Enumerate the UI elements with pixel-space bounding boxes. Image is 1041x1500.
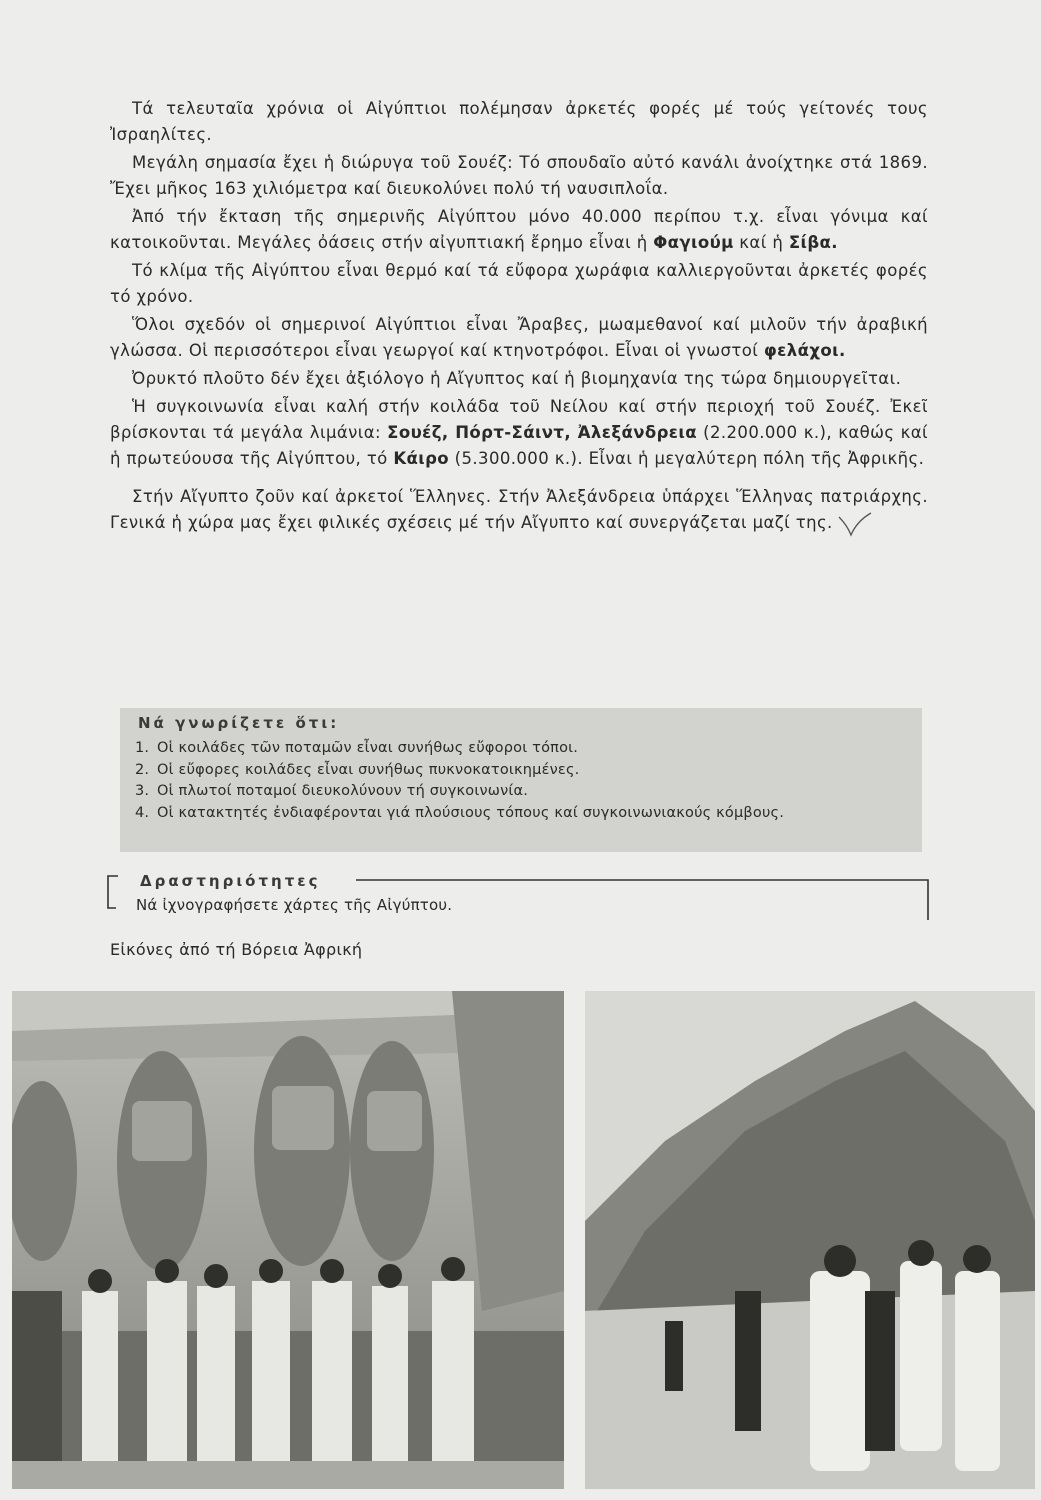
bold-cairo: Κάιρο: [393, 449, 450, 468]
bold-fayum: Φαγιούμ: [653, 233, 734, 252]
paragraph-climate: Τό κλίμα τῆς Αἰγύπτου εἶναι θερμό καί τά εὔφορα χωράφια καλλιεργοῦνται ἀρκετές φορές τό χρόνο.: [110, 261, 928, 306]
activities-title: Δραστηριότητες: [134, 872, 331, 890]
paragraph-greeks: Στήν Αἴγυπτο ζοῦν καί ἀρκετοί Ἕλληνες. Στήν Ἀλεξάνδρεια ὑπάρχει Ἕλληνας πατριάρχης. Γενικά ἡ χώρα μας ἔχει φιλικές σχέσεις μέ τήν Αἴγυπτο καί συνεργάζεται μαζί της.: [110, 484, 928, 537]
bold-fellahin: φελάχοι.: [763, 341, 846, 360]
paragraph-wars: Τά τελευταῖα χρόνια οἱ Αἰγύπτιοι πολέμησαν ἀρκετές φορές μέ τούς γείτονές τους Ἰσραηλίτες.: [110, 99, 928, 144]
paragraph-people: Ὅλοι σχεδόν οἱ σημερινοί Αἰγύπτιοι εἶναι Ἄραβες, μωαμεθανοί καί μιλοῦν τήν ἀραβική γλώσσα. Οἱ περισσότεροι εἶναι γεωργοί καί κτηνοτρόφοι. Εἶναι οἱ γνωστοί φελάχοι.: [110, 315, 928, 360]
activities-box: [106, 872, 930, 922]
activities-text: Νά ἰχνογραφήσετε χάρτες τῆς Αἰγύπτου.: [136, 896, 453, 914]
bold-ports: Σουέζ, Πόρτ-Σάιντ, Ἀλεξάνδρεια: [387, 423, 697, 442]
handwritten-check-icon: [833, 511, 875, 537]
bold-siwa: Σίβα.: [788, 233, 838, 252]
list-item: 4. Οἱ κατακτητές ἐνδιαφέρονται γιά πλούσιους τόπους καί συγκοινωνιακούς κόμβους.: [135, 804, 785, 821]
list-item: 3. Οἱ πλωτοί ποταμοί διευκολύνουν τή συγκοινωνία.: [135, 783, 529, 799]
desert-photo: [585, 991, 1035, 1489]
list-item: 2. Οἱ εὔφορες κοιλάδες εἶναι συνήθως πυκνοκατοικημένες.: [135, 761, 580, 778]
main-text: [110, 96, 928, 539]
know-that-box: [120, 708, 922, 852]
photos-caption: Εἰκόνες ἀπό τή Βόρεια Ἀφρική: [110, 940, 363, 959]
paragraph-industry: Ὀρυκτό πλοῦτο δέν ἔχει ἀξιόλογο ἡ Αἴγυπτος καί ἡ βιομηχανία της τώρα δημιουργεῖται.: [132, 369, 902, 388]
paragraph-suez-canal: Μεγάλη σημασία ἔχει ἡ διώρυγα τοῦ Σουέζ: Τό σπουδαῖο αὐτό κανάλι ἀνοίχτηκε στά 1869. Ἔχει μῆκος 163 χιλιόμετρα καί διευκολύνει πολύ τή ναυσιπλοΐα.: [110, 153, 928, 198]
paragraph-transport: Ἡ συγκοινωνία εἶναι καλή στήν κοιλάδα τοῦ Νείλου καί στήν περιοχή τοῦ Σουέζ. Ἐκεῖ βρίσκονται τά μεγάλα λιμάνια: Σουέζ, Πόρτ-Σάιντ, Ἀλεξάνδρεια (2.200.000 κ.), καθώς καί ἡ πρωτεύουσα τῆς Αἰγύπτου, τό Κάιρο (5.300.000 κ.). Εἶναι ἡ μεγαλύτερη πόλη τῆς Ἀφρικῆς.: [110, 397, 928, 468]
know-that-list: [135, 738, 905, 824]
know-that-title: Νά γνωρίζετε ὅτι:: [138, 714, 340, 732]
list-item: 1. Οἱ κοιλάδες τῶν ποταμῶν εἶναι συνήθως εὔφοροι τόποι.: [135, 740, 579, 756]
abu-simbel-photo: [12, 991, 564, 1489]
paragraph-fertile-land: Ἀπό τήν ἔκταση τῆς σημερινῆς Αἰγύπτου μόνο 40.000 περίπου τ.χ. εἶναι γόνιμα καί κατοικοῦνται. Μεγάλες ὀάσεις στήν αἰγυπτιακή ἔρημο εἶναι ἡ Φαγιούμ καί ἡ Σίβα.: [110, 207, 928, 252]
